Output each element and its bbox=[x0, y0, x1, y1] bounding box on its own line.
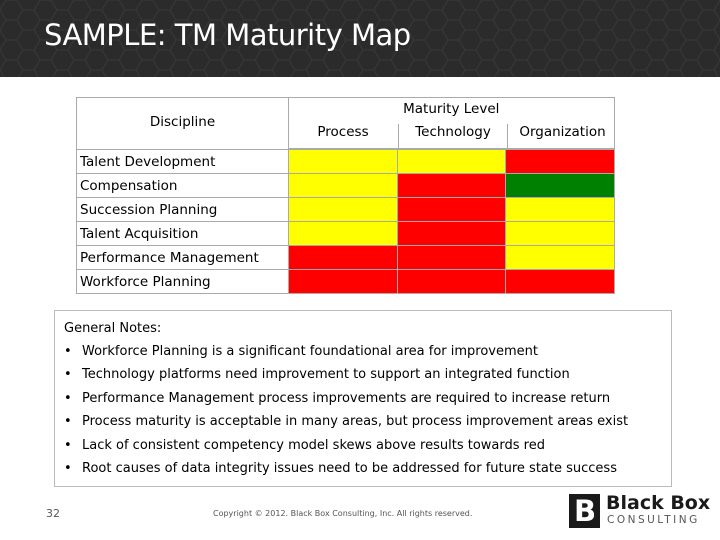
column-header-technology: Technology bbox=[398, 124, 507, 148]
copyright-text: Copyright © 2012. Black Box Consulting, Inc. All rights reserved. bbox=[213, 509, 473, 518]
discipline-header-label: Discipline bbox=[149, 114, 216, 130]
status-cell-organization bbox=[505, 174, 614, 198]
note-text: Process maturity is acceptable in many areas, but process improvement areas exist bbox=[82, 414, 629, 430]
row-label: Workforce Planning bbox=[77, 270, 289, 294]
note-item bbox=[64, 340, 671, 363]
bullet-icon: • bbox=[64, 367, 72, 383]
note-text: Workforce Planning is a significant foundational area for improvement bbox=[82, 344, 538, 359]
row-label: Talent Acquisition bbox=[77, 222, 289, 246]
status-cell-technology bbox=[397, 270, 505, 294]
page-number: 32 bbox=[46, 507, 60, 520]
matrix-row bbox=[77, 174, 615, 198]
status-cell-organization bbox=[505, 246, 614, 270]
note-item bbox=[64, 387, 671, 410]
header-row bbox=[77, 98, 615, 149]
note-text: Performance Management process improvements are required to increase return bbox=[82, 390, 611, 406]
bullet-icon: • bbox=[64, 390, 72, 406]
status-cell-process bbox=[289, 246, 398, 270]
note-item bbox=[64, 457, 671, 480]
status-cell-technology bbox=[397, 150, 505, 174]
title-bar bbox=[0, 0, 720, 77]
column-header-process: Process bbox=[317, 124, 369, 140]
notes-list bbox=[64, 340, 671, 480]
status-cell-organization bbox=[505, 150, 614, 174]
discipline-header bbox=[77, 98, 289, 150]
column-header-organization: Organization bbox=[507, 124, 617, 148]
matrix-body bbox=[77, 150, 615, 294]
status-cell-process bbox=[289, 198, 398, 222]
note-text: Root causes of data integrity issues need to be addressed for future state success bbox=[82, 461, 617, 477]
row-label: Talent Development bbox=[77, 150, 289, 174]
status-cell-process bbox=[289, 174, 398, 198]
company-logo bbox=[569, 494, 709, 528]
maturity-matrix bbox=[76, 97, 615, 294]
logo-subtitle: CONSULTING bbox=[607, 514, 700, 526]
general-notes-box bbox=[54, 310, 672, 487]
bullet-icon: • bbox=[64, 414, 72, 430]
status-cell-organization bbox=[505, 270, 614, 294]
matrix-row bbox=[77, 246, 615, 270]
page-title: SAMPLE: TM Maturity Map bbox=[44, 18, 411, 52]
notes-title: General Notes: bbox=[64, 321, 162, 336]
note-text: Lack of consistent competency model skews above results towards red bbox=[82, 437, 545, 453]
bullet-icon: • bbox=[64, 461, 72, 477]
status-cell-technology bbox=[397, 174, 505, 198]
note-item bbox=[64, 434, 671, 457]
logo-mark-icon: B bbox=[569, 494, 600, 528]
row-label: Performance Management bbox=[77, 246, 289, 270]
note-item bbox=[64, 363, 671, 386]
status-cell-technology bbox=[397, 246, 505, 270]
maturity-level-label: Maturity Level bbox=[403, 101, 500, 117]
matrix-row bbox=[77, 150, 615, 174]
logo-name: Black Box bbox=[606, 492, 711, 514]
matrix-row bbox=[77, 270, 615, 294]
row-label: Succession Planning bbox=[77, 198, 289, 222]
status-cell-process bbox=[289, 270, 398, 294]
maturity-level-header bbox=[289, 98, 615, 149]
status-cell-process bbox=[289, 150, 398, 174]
row-label: Compensation bbox=[77, 174, 289, 198]
note-text: Technology platforms need improvement to support an integrated function bbox=[82, 367, 570, 383]
matrix-row bbox=[77, 198, 615, 222]
status-cell-process bbox=[289, 222, 398, 246]
status-cell-organization bbox=[505, 198, 614, 222]
matrix-row bbox=[77, 222, 615, 246]
status-cell-technology bbox=[397, 198, 505, 222]
status-cell-organization bbox=[505, 222, 614, 246]
bullet-icon: • bbox=[64, 344, 72, 359]
bullet-icon: • bbox=[64, 437, 72, 453]
note-item bbox=[64, 410, 671, 433]
status-cell-technology bbox=[397, 222, 505, 246]
